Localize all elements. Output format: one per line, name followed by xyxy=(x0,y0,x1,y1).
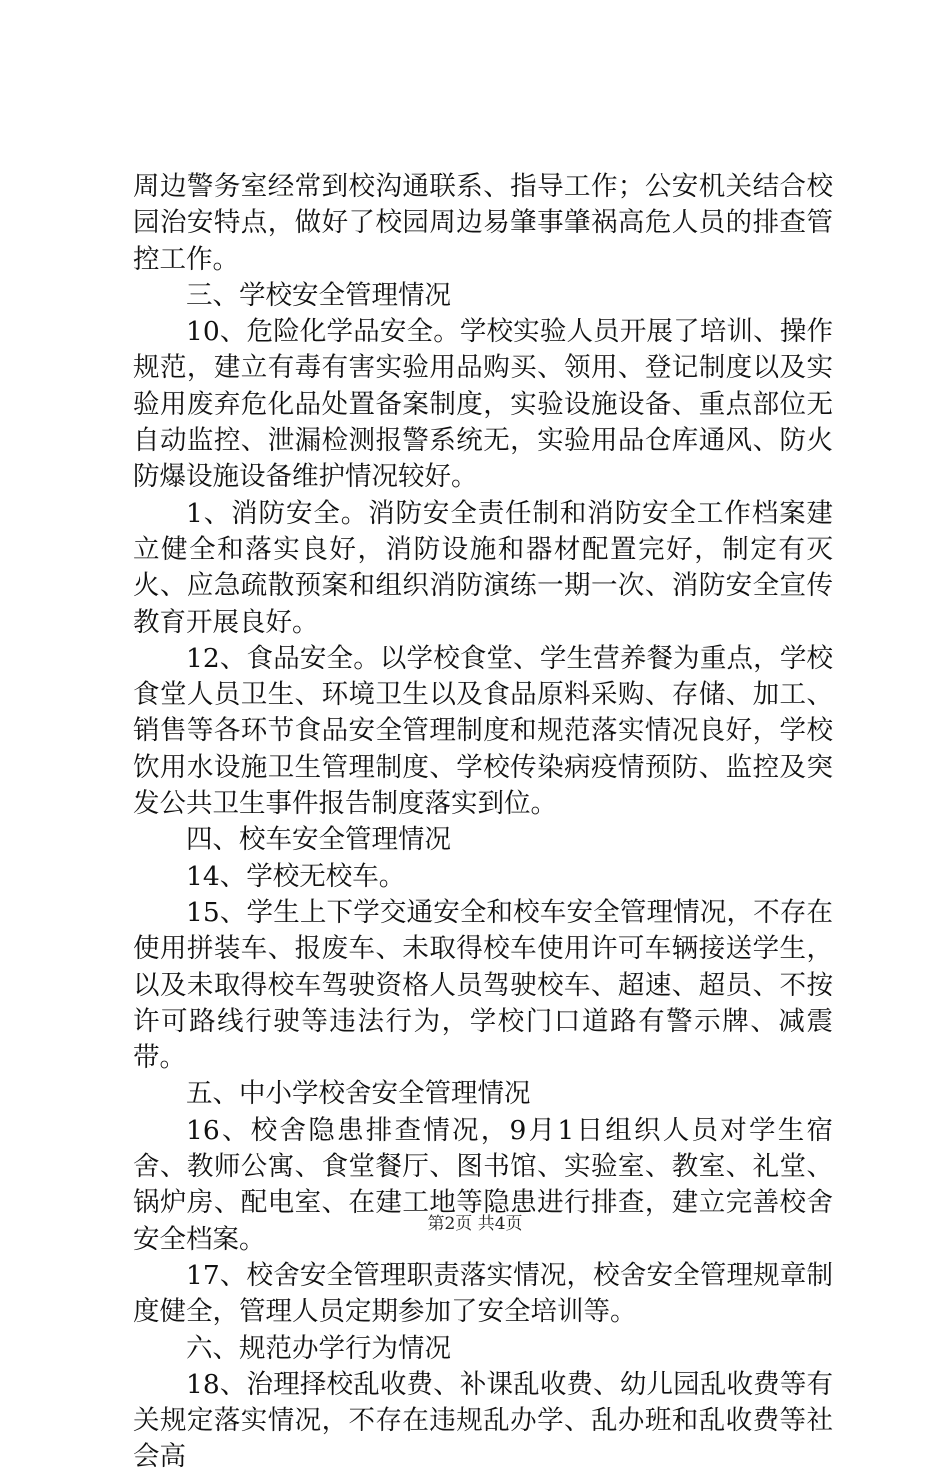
section-heading-school-safety: 三、学校安全管理情况 xyxy=(186,279,451,311)
paragraph-fee-regulation: 18、治理择校乱收费、补课乱收费、幼儿园乱收费等有关规定落实情况，不存在违规乱办学、乱办班和乱收费等社会高 xyxy=(133,1368,833,1473)
section-heading-building-safety: 五、中小学校舍安全管理情况 xyxy=(186,1078,531,1110)
paragraph-traffic-safety: 15、学生上下学交通安全和校车安全管理情况，不存在使用拼装车、报废车、未取得校车使用许可车辆接送学生，以及未取得校车驾驶资格人员驾驶校车、超速、超员、不按许可路线行驶等违法行为，学校门口道路有警示牌、减震带。 xyxy=(133,896,833,1074)
section-heading-school-conduct: 六、规范办学行为情况 xyxy=(186,1332,451,1364)
section-heading-school-bus: 四、校车安全管理情况 xyxy=(186,824,451,856)
paragraph-fire-safety: 1、消防安全。消防安全责任制和消防安全工作档案建立健全和落实良好，消防设施和器材配置完好，制定有灭火、应急疏散预案和组织消防演练一期一次、消防安全宣传教育开展良好。 xyxy=(133,497,833,638)
page-number-footer: 第2页 共4页 xyxy=(427,1214,523,1234)
paragraph-building-inspection: 16、校舍隐患排查情况，9月1日组织人员对学生宿舍、教师公寓、食堂餐厅、图书馆、实验室、教室、礼堂、锅炉房、配电室、在建工地等隐患进行排查，建立完善校舍安全档案。 xyxy=(133,1114,833,1255)
document-body xyxy=(133,169,833,1476)
paragraph-hazardous-chemicals: 10、危险化学品安全。学校实验人员开展了培训、操作规范，建立有毒有害实验用品购买、领用、登记制度以及实验用废弃危化品处置备案制度，实验设施设备、重点部位无自动监控、泄漏检测报警系统无，实验用品仓库通风、防火防爆设施设备维护情况较好。 xyxy=(133,316,833,493)
paragraph-food-safety: 12、食品安全。以学校食堂、学生营养餐为重点，学校食堂人员卫生、环境卫生以及食品原料采购、存储、加工、销售等各环节食品安全管理制度和规范落实情况良好，学校饮用水设施卫生管理制度、学校传染病疫情预防、监控及突发公共卫生事件报告制度落实到位。 xyxy=(133,642,833,820)
paragraph-building-management: 17、校舍安全管理职责落实情况，校舍安全管理规章制度健全，管理人员定期参加了安全培训等。 xyxy=(133,1259,833,1328)
paragraph-no-school-bus: 14、学校无校车。 xyxy=(186,860,406,892)
paragraph-continuation: 周边警务室经常到校沟通联系、指导工作；公安机关结合校园治安特点，做好了校园周边易肇事肇祸高危人员的排查管控工作。 xyxy=(133,171,833,275)
